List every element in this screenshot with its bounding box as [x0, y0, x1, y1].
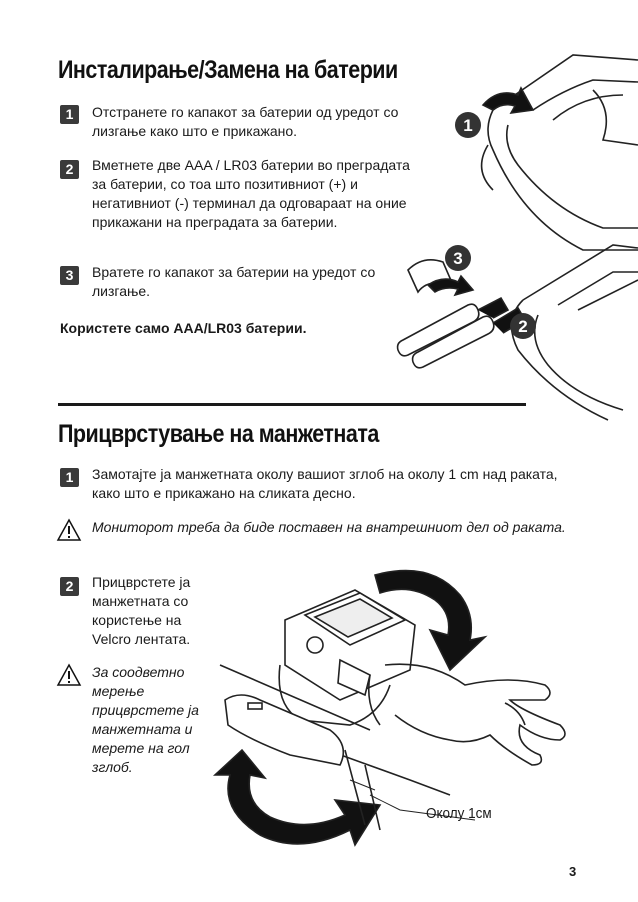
section-title-cuff: Прицврстување на манжетната	[58, 420, 379, 448]
battery-note: Користете само AAA/LR03 батерии.	[60, 320, 307, 336]
step-badge-1: 1	[60, 105, 79, 124]
step-3-line: лизгање.	[92, 283, 151, 299]
warning-2-line: манжетната и	[92, 721, 193, 737]
section-divider	[58, 403, 526, 406]
step-3-text	[92, 263, 375, 301]
step-badge-3: 3	[60, 266, 79, 285]
illus-label-3: 3	[453, 249, 463, 268]
cuff-step-2-line: Прицврстете ја	[92, 574, 191, 590]
warning-2-line: За соодветно	[92, 664, 185, 680]
cuff-step-1-text	[92, 465, 558, 503]
step-badge-2: 2	[60, 160, 79, 179]
warning-2-line: прицврстете ја	[92, 702, 199, 718]
step-2-line: негативниот (-) терминал да одговараат на оние	[92, 195, 407, 211]
warning-bare-wrist	[92, 663, 199, 777]
illus-label-2: 2	[518, 317, 528, 336]
measurement-caption: Околу 1см	[426, 805, 492, 822]
warning-2-line: зглоб.	[92, 759, 133, 775]
cuff-step-badge-1: 1	[60, 468, 79, 487]
page-number: 3	[569, 864, 577, 879]
step-3-line: Вратете го капакот за батерии на уредот со	[92, 264, 376, 280]
warning-icon	[57, 519, 81, 541]
step-2-line: Вметнете две AAA / LR03 батерии во преградата	[92, 157, 410, 173]
cuff-step-badge-2: 2	[60, 577, 79, 596]
warning-icon	[57, 664, 81, 686]
warning-inner-wrist: Мониторот треба да биде поставен на внатрешниот дел од раката.	[92, 519, 566, 535]
cuff-step-2-line: манжетната со	[92, 593, 189, 609]
warning-2-line: мерење	[92, 683, 145, 699]
wrist-cuff-illustration	[220, 565, 590, 850]
cuff-step-2-text	[92, 573, 190, 649]
step-2-text	[92, 156, 410, 232]
section-title-batteries: Инсталирање/Замена на батерии	[58, 56, 398, 84]
warning-2-line: мерете на гол	[92, 740, 190, 756]
step-2-line: за батерии, со тоа што позитивниот (+) и	[92, 176, 358, 192]
step-1-text	[92, 103, 398, 141]
battery-illustration	[453, 50, 638, 420]
step-1-line: Отстранете го капакот за батерии од уредот со	[92, 104, 399, 120]
cuff-step-2-line: користење на	[92, 612, 182, 628]
cuff-step-2-line: Velcro лентата.	[92, 631, 191, 647]
illus-label-1: 1	[463, 116, 473, 135]
cuff-step-1-line: како што е прикажано на сликата десно.	[92, 485, 356, 501]
cuff-step-1-line: Замотајте ја манжетната околу вашиот зглоб на околу 1 cm над раката,	[92, 466, 558, 482]
step-1-line: лизгање како што е прикажано.	[92, 123, 298, 139]
step-2-line: прикажани на преградата за батерии.	[92, 214, 338, 230]
